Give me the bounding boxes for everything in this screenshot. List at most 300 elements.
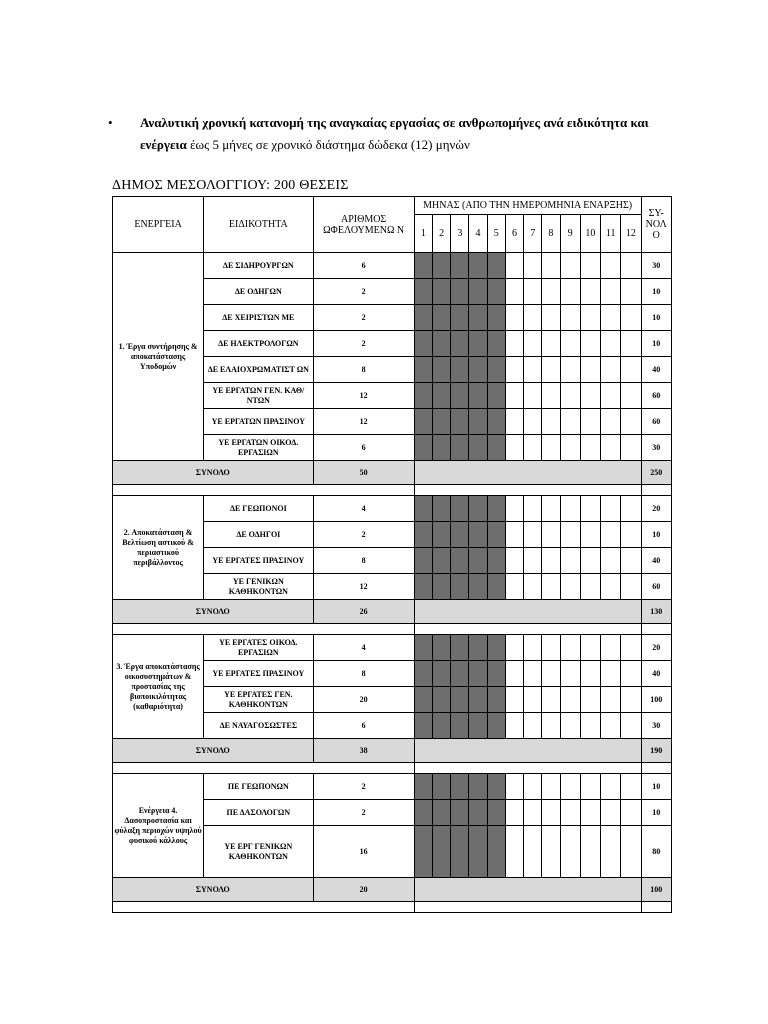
sum-beneficiaries: 50 (313, 461, 414, 485)
month-cell (505, 253, 523, 279)
specialty-cell: ΥΕ ΕΡΓΑΤΕΣ ΠΡΑΣΙΝΟΥ (204, 548, 313, 574)
specialty-cell: ΔΕ ΟΔΗΓΟΙ (204, 522, 313, 548)
specialty-cell: ΔΕ ΗΛΕΚΤΡΟΛΟΓΩΝ (204, 331, 313, 357)
month-cell (621, 661, 641, 687)
month-cell (601, 435, 621, 461)
month-cell-active (451, 331, 469, 357)
month-cell (580, 383, 600, 409)
month-cell (601, 826, 621, 878)
month-cell (601, 331, 621, 357)
total-cell: 30 (641, 713, 671, 739)
month-cell-active (414, 713, 432, 739)
beneficiaries-cell: 2 (313, 305, 414, 331)
month-cell-active (487, 713, 505, 739)
month-cell (524, 435, 542, 461)
total-cell: 40 (641, 548, 671, 574)
heading-bold-text: Αναλυτική χρονική κατανομή της αναγκαίας εργασίας σε ανθρωπομήνες ανά ειδικότητα και ενέργεια (140, 115, 649, 152)
month-cell (621, 435, 641, 461)
beneficiaries-cell: 12 (313, 409, 414, 435)
month-cell-active (451, 687, 469, 713)
month-cell-active (414, 357, 432, 383)
month-cell (524, 522, 542, 548)
month-cell (542, 496, 560, 522)
month-cell (580, 409, 600, 435)
beneficiaries-cell: 2 (313, 331, 414, 357)
beneficiaries-cell: 2 (313, 522, 414, 548)
month-cell-active (432, 574, 450, 600)
month-cell (560, 409, 580, 435)
header-month-2: 2 (432, 215, 450, 253)
sum-row (113, 739, 672, 763)
specialty-cell: ΥΕ ΕΡΓΑΤΩΝ ΟΙΚΟΔ. ΕΡΓΑΣΙΩΝ (204, 435, 313, 461)
header-month-7: 7 (524, 215, 542, 253)
month-cell (542, 687, 560, 713)
month-cell-active (469, 635, 487, 661)
month-cell (601, 687, 621, 713)
month-cell-active (487, 574, 505, 600)
beneficiaries-cell: 4 (313, 635, 414, 661)
month-cell-active (469, 687, 487, 713)
month-cell (542, 253, 560, 279)
month-cell (601, 661, 621, 687)
month-cell (524, 826, 542, 878)
month-cell (601, 800, 621, 826)
spacer-cell (113, 485, 415, 496)
month-cell (560, 800, 580, 826)
specialty-cell: ΥΕ ΕΡΓ ΓΕΝΙΚΩΝ ΚΑΘΗΚΟΝΤΩΝ (204, 826, 313, 878)
month-cell (621, 357, 641, 383)
total-cell: 60 (641, 409, 671, 435)
month-cell (580, 357, 600, 383)
total-cell: 10 (641, 305, 671, 331)
month-cell (560, 574, 580, 600)
month-cell (560, 548, 580, 574)
month-cell (524, 279, 542, 305)
month-cell (542, 522, 560, 548)
month-cell-active (414, 574, 432, 600)
month-cell-active (414, 331, 432, 357)
month-cell-active (469, 253, 487, 279)
month-cell (560, 305, 580, 331)
month-cell (560, 435, 580, 461)
total-cell: 10 (641, 800, 671, 826)
month-cell-active (469, 331, 487, 357)
month-cell-active (414, 409, 432, 435)
specialty-cell: ΥΕ ΓΕΝΙΚΩΝ ΚΑΘΗΚΟΝΤΩΝ (204, 574, 313, 600)
month-cell (621, 774, 641, 800)
month-cell-active (451, 522, 469, 548)
bullet-marker: • (108, 115, 113, 130)
month-cell (601, 357, 621, 383)
month-cell (524, 800, 542, 826)
total-cell: 60 (641, 383, 671, 409)
month-cell (560, 522, 580, 548)
month-cell (524, 305, 542, 331)
month-cell (621, 279, 641, 305)
header-month-3: 3 (451, 215, 469, 253)
month-cell-active (469, 279, 487, 305)
total-cell: 10 (641, 774, 671, 800)
month-cell-active (469, 383, 487, 409)
month-cell (601, 574, 621, 600)
month-cell (601, 253, 621, 279)
month-cell (505, 409, 523, 435)
month-cell (580, 305, 600, 331)
month-cell-active (487, 687, 505, 713)
month-cell (542, 383, 560, 409)
month-cell-active (487, 331, 505, 357)
beneficiaries-cell: 2 (313, 800, 414, 826)
specialty-cell: ΥΕ ΕΡΓΑΤΕΣ ΠΡΑΣΙΝΟΥ (204, 661, 313, 687)
table-row (113, 635, 672, 661)
month-cell (505, 574, 523, 600)
month-cell (580, 661, 600, 687)
header-month-6: 6 (505, 215, 523, 253)
beneficiaries-cell: 8 (313, 357, 414, 383)
month-cell-active (469, 435, 487, 461)
specialty-cell: ΥΕ ΕΡΓΑΤΩΝ ΓΕΝ. ΚΑΘ/ΝΤΩΝ (204, 383, 313, 409)
month-cell-active (487, 635, 505, 661)
month-cell-active (432, 383, 450, 409)
month-cell-active (414, 496, 432, 522)
month-cell-active (432, 826, 450, 878)
month-cell (505, 774, 523, 800)
month-cell (580, 826, 600, 878)
month-cell-active (469, 800, 487, 826)
header-month-5: 5 (487, 215, 505, 253)
beneficiaries-cell: 20 (313, 687, 414, 713)
month-cell-active (469, 574, 487, 600)
header-months: ΜΗΝΑΣ (ΑΠΟ ΤΗΝ ΗΜΕΡΟΜΗΝΙΑ ΕΝΑΡΞΗΣ) (414, 197, 641, 215)
spacer-cell (641, 624, 671, 635)
beneficiaries-cell: 6 (313, 435, 414, 461)
month-cell (505, 687, 523, 713)
month-cell (505, 635, 523, 661)
total-cell: 20 (641, 496, 671, 522)
month-cell (505, 522, 523, 548)
month-cell (580, 435, 600, 461)
month-cell-active (451, 635, 469, 661)
month-cell-active (432, 713, 450, 739)
spacer-cell (414, 624, 641, 635)
month-cell (542, 305, 560, 331)
month-cell-active (414, 635, 432, 661)
month-cell (524, 548, 542, 574)
month-cell (560, 383, 580, 409)
month-cell-active (432, 331, 450, 357)
month-cell-active (469, 305, 487, 331)
beneficiaries-cell: 8 (313, 548, 414, 574)
sum-row (113, 878, 672, 902)
month-cell (621, 522, 641, 548)
beneficiaries-cell: 12 (313, 574, 414, 600)
month-cell (580, 279, 600, 305)
sum-total: 130 (641, 600, 671, 624)
header-month-1: 1 (414, 215, 432, 253)
beneficiaries-cell: 6 (313, 713, 414, 739)
month-cell-active (487, 357, 505, 383)
month-cell-active (414, 800, 432, 826)
table-row (113, 774, 672, 800)
spacer-cell (113, 763, 415, 774)
month-cell-active (469, 409, 487, 435)
sum-label: ΣΥΝΟΛΟ (113, 878, 314, 902)
month-cell (542, 435, 560, 461)
total-cell: 40 (641, 357, 671, 383)
month-cell (505, 383, 523, 409)
month-cell (505, 826, 523, 878)
month-cell-active (451, 409, 469, 435)
total-cell: 20 (641, 635, 671, 661)
month-cell (542, 409, 560, 435)
month-cell-active (432, 800, 450, 826)
month-cell (560, 635, 580, 661)
spacer-row (113, 624, 672, 635)
month-cell (560, 279, 580, 305)
month-cell (560, 331, 580, 357)
sum-label: ΣΥΝΟΛΟ (113, 600, 314, 624)
month-cell (542, 548, 560, 574)
specialty-cell: ΠΕ ΓΕΩΠΟΝΩΝ (204, 774, 313, 800)
month-cell (621, 635, 641, 661)
month-cell (542, 331, 560, 357)
month-cell (524, 496, 542, 522)
month-cell-active (414, 383, 432, 409)
sum-total: 100 (641, 878, 671, 902)
month-cell-active (469, 713, 487, 739)
month-cell (601, 409, 621, 435)
header-month-11: 11 (601, 215, 621, 253)
month-cell (560, 661, 580, 687)
total-cell: 60 (641, 574, 671, 600)
municipality-subtitle: ΔΗΜΟΣ ΜΕΣΟΛΟΓΓΙΟΥ: 200 ΘΕΣΕΙΣ (112, 178, 349, 193)
sum-total: 190 (641, 739, 671, 763)
header-specialty: ΕΙΔΙΚΟΤΗΤΑ (204, 197, 313, 253)
spacer-cell (641, 902, 671, 913)
month-cell (542, 635, 560, 661)
month-cell (524, 253, 542, 279)
month-cell (580, 687, 600, 713)
activity-cell: 3. Έργα αποκατάστασης οικοσυστημάτων & προστασίας της βιοποικιλότητας (καθαριότητα) (113, 635, 204, 739)
spacer-cell (113, 902, 415, 913)
specialty-cell: ΔΕ ΝΑΥΑΓΟΣΩΣΤΕΣ (204, 713, 313, 739)
month-cell-active (451, 305, 469, 331)
specialty-cell: ΥΕ ΕΡΓΑΤΕΣ ΓΕΝ. ΚΑΘΗΚΟΝΤΩΝ (204, 687, 313, 713)
month-cell (505, 279, 523, 305)
month-cell (601, 635, 621, 661)
month-cell-active (487, 826, 505, 878)
specialty-cell: ΥΕ ΕΡΓΑΤΩΝ ΠΡΑΣΙΝΟΥ (204, 409, 313, 435)
sum-months-area (414, 461, 641, 485)
month-cell-active (487, 661, 505, 687)
month-cell (560, 357, 580, 383)
beneficiaries-cell: 8 (313, 661, 414, 687)
month-cell-active (451, 548, 469, 574)
spacer-cell (414, 902, 641, 913)
sum-months-area (414, 600, 641, 624)
month-cell (505, 331, 523, 357)
beneficiaries-cell: 12 (313, 383, 414, 409)
specialty-cell: ΥΕ ΕΡΓΑΤΕΣ ΟΙΚΟΔ. ΕΡΓΑΣΙΩΝ (204, 635, 313, 661)
month-cell-active (432, 687, 450, 713)
header-month-9: 9 (560, 215, 580, 253)
month-cell-active (469, 661, 487, 687)
month-cell-active (432, 661, 450, 687)
month-cell (524, 357, 542, 383)
month-cell (621, 383, 641, 409)
allocation-table (112, 196, 672, 913)
sum-beneficiaries: 38 (313, 739, 414, 763)
activity-cell: 1. Έργα συντήρησης & αποκατάστασης Υποδομών (113, 253, 204, 461)
month-cell-active (451, 800, 469, 826)
sum-beneficiaries: 20 (313, 878, 414, 902)
month-cell-active (451, 357, 469, 383)
month-cell-active (414, 687, 432, 713)
total-cell: 10 (641, 331, 671, 357)
month-cell (542, 774, 560, 800)
month-cell-active (451, 383, 469, 409)
month-cell-active (432, 496, 450, 522)
specialty-cell: ΔΕ ΧΕΙΡΙΣΤΩΝ ΜΕ (204, 305, 313, 331)
sum-months-area (414, 878, 641, 902)
heading-normal-text: έως 5 μήνες σε χρονικό διάστημα δώδεκα (12) μηνών (186, 137, 470, 152)
month-cell-active (451, 713, 469, 739)
month-cell (524, 383, 542, 409)
spacer-cell (641, 485, 671, 496)
month-cell (542, 713, 560, 739)
spacer-cell (641, 763, 671, 774)
month-cell-active (451, 774, 469, 800)
month-cell (524, 635, 542, 661)
specialty-cell: ΔΕ ΕΛΑΙΟΧΡΩΜΑΤΙΣΤ ΩΝ (204, 357, 313, 383)
month-cell (542, 357, 560, 383)
total-cell: 10 (641, 279, 671, 305)
total-cell: 30 (641, 435, 671, 461)
month-cell (505, 305, 523, 331)
spacer-row (113, 485, 672, 496)
specialty-cell: ΠΕ ΔΑΣΟΛΟΓΩΝ (204, 800, 313, 826)
month-cell-active (414, 279, 432, 305)
month-cell-active (414, 548, 432, 574)
month-cell (621, 800, 641, 826)
month-cell-active (451, 661, 469, 687)
table-row (113, 253, 672, 279)
month-cell-active (432, 357, 450, 383)
month-cell-active (487, 548, 505, 574)
month-cell-active (487, 279, 505, 305)
month-cell (560, 687, 580, 713)
month-cell (601, 305, 621, 331)
total-cell: 40 (641, 661, 671, 687)
month-cell-active (414, 253, 432, 279)
month-cell-active (414, 774, 432, 800)
heading-text (112, 112, 672, 156)
month-cell-active (451, 574, 469, 600)
month-cell-active (432, 774, 450, 800)
month-cell (524, 774, 542, 800)
month-cell-active (432, 435, 450, 461)
specialty-cell: ΔΕ ΣΙΔΗΡΟΥΡΓΩΝ (204, 253, 313, 279)
month-cell (560, 713, 580, 739)
month-cell (524, 409, 542, 435)
month-cell-active (414, 661, 432, 687)
month-cell (580, 774, 600, 800)
sum-label: ΣΥΝΟΛΟ (113, 461, 314, 485)
month-cell (580, 574, 600, 600)
month-cell (580, 635, 600, 661)
month-cell-active (451, 253, 469, 279)
month-cell-active (414, 826, 432, 878)
sum-beneficiaries: 26 (313, 600, 414, 624)
month-cell (542, 279, 560, 305)
header-beneficiaries: ΑΡΙΘΜΟΣ ΩΦΕΛΟΥΜΕΝΩ Ν (313, 197, 414, 253)
month-cell (524, 687, 542, 713)
beneficiaries-cell: 6 (313, 253, 414, 279)
month-cell-active (487, 522, 505, 548)
month-cell (601, 774, 621, 800)
sum-label: ΣΥΝΟΛΟ (113, 739, 314, 763)
header-month-10: 10 (580, 215, 600, 253)
month-cell (524, 661, 542, 687)
month-cell (580, 253, 600, 279)
month-cell (601, 548, 621, 574)
month-cell-active (487, 800, 505, 826)
month-cell (560, 826, 580, 878)
month-cell-active (469, 357, 487, 383)
month-cell (505, 713, 523, 739)
sum-months-area (414, 739, 641, 763)
total-cell: 10 (641, 522, 671, 548)
month-cell (524, 574, 542, 600)
sum-row (113, 461, 672, 485)
specialty-cell: ΔΕ ΟΔΗΓΩΝ (204, 279, 313, 305)
spacer-row (113, 763, 672, 774)
month-cell (601, 522, 621, 548)
month-cell (621, 409, 641, 435)
month-cell (621, 496, 641, 522)
month-cell-active (487, 774, 505, 800)
header-total: ΣΥ-ΝΟΛ Ο (641, 197, 671, 253)
month-cell-active (487, 253, 505, 279)
month-cell (542, 800, 560, 826)
month-cell (601, 713, 621, 739)
table-row (113, 496, 672, 522)
month-cell-active (451, 279, 469, 305)
month-cell (621, 826, 641, 878)
beneficiaries-cell: 4 (313, 496, 414, 522)
month-cell (601, 496, 621, 522)
month-cell (621, 713, 641, 739)
month-cell-active (487, 435, 505, 461)
activity-cell: 2. Αποκατάσταση & Βελτίωση αστικού & περιαστικού περιβάλλοντος (113, 496, 204, 600)
month-cell (505, 548, 523, 574)
month-cell (621, 331, 641, 357)
spacer-cell (414, 485, 641, 496)
month-cell-active (432, 279, 450, 305)
month-cell (621, 548, 641, 574)
month-cell (542, 826, 560, 878)
activity-cell: Ενέργεια 4. Δασοπροστασία και φύλαξη περιοχών υψηλού φυσικού κάλλους (113, 774, 204, 878)
month-cell-active (469, 522, 487, 548)
month-cell-active (487, 383, 505, 409)
month-cell (560, 253, 580, 279)
beneficiaries-cell: 16 (313, 826, 414, 878)
total-cell: 80 (641, 826, 671, 878)
month-cell-active (469, 826, 487, 878)
beneficiaries-cell: 2 (313, 774, 414, 800)
spacer-cell (414, 763, 641, 774)
month-cell-active (432, 253, 450, 279)
